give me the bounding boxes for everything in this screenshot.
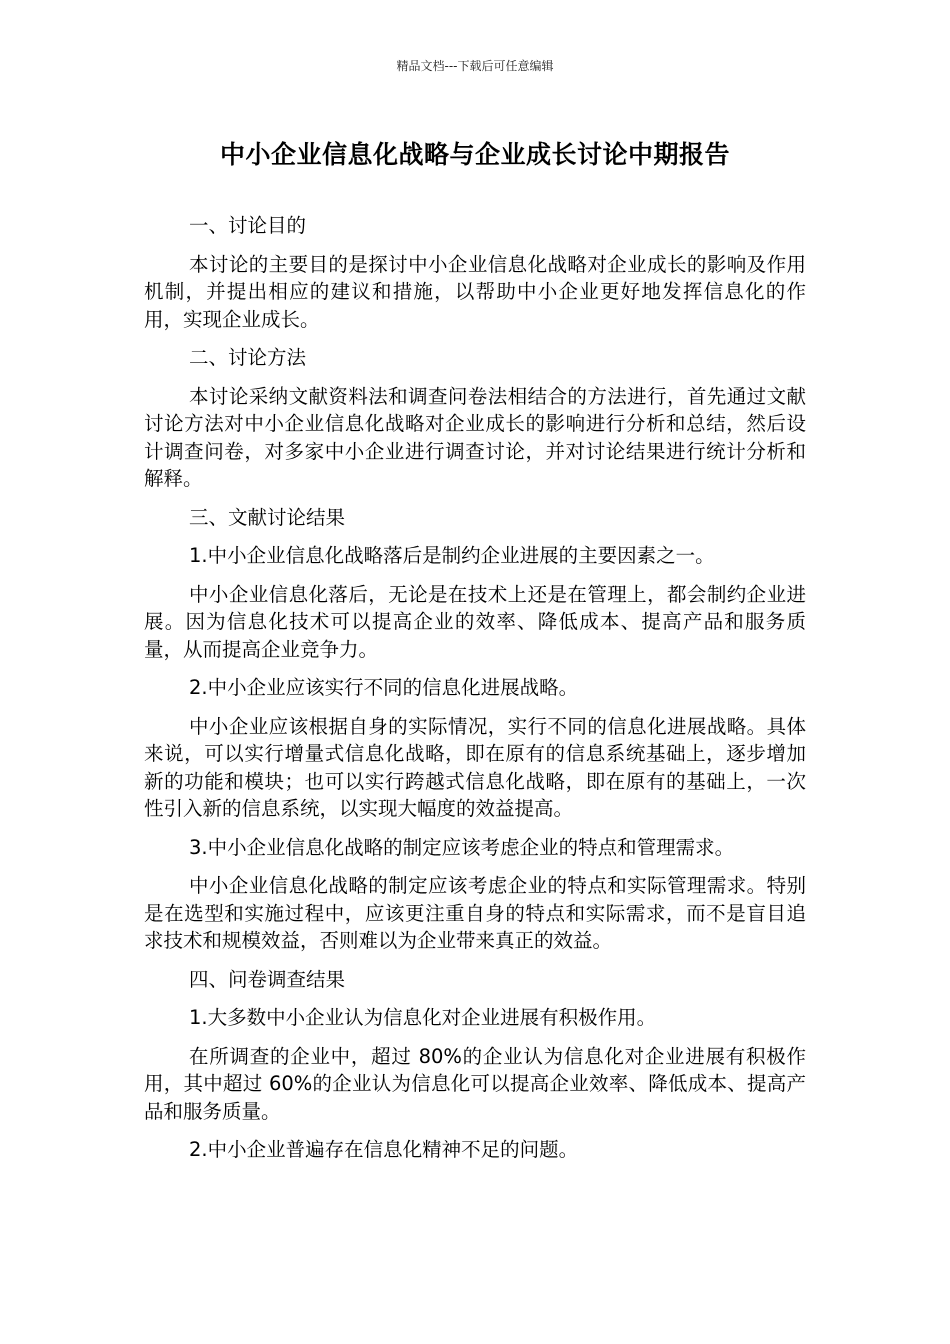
paragraph-method: 本讨论采纳文献资料法和调查问卷法相结合的方法进行，首先通过文献讨论方法对中小企业信息化战略对企业成长的影响进行分析和总结，然后设计调查问卷，对多家中小企业进行调查讨论，并对讨论结果进行统计分析和解释。 [144, 384, 806, 490]
section-heading-purpose: 一、讨论目的 [189, 214, 307, 237]
section-heading-method: 二、讨论方法 [189, 346, 307, 369]
finding-paragraph-2: 中小企业应该根据自身的实际情况，实行不同的信息化进展战略。具体来说，可以实行增量式信息化战略，即在原有的信息系统基础上，逐步增加新的功能和模块；也可以实行跨越式信息化战略，即在原有的基础上，一次性引入新的信息系统，以实现大幅度的效益提高。 [144, 714, 806, 820]
paragraph-purpose: 本讨论的主要目的是探讨中小企业信息化战略对企业成长的影响及作用机制，并提出相应的建议和措施，以帮助中小企业更好地发挥信息化的作用，实现企业成长。 [144, 252, 806, 331]
finding-heading-2: 2.中小企业应该实行不同的信息化进展战略。 [189, 676, 579, 699]
section-heading-survey: 四、问卷调查结果 [189, 967, 346, 991]
finding-paragraph-1: 中小企业信息化落后，无论是在技术上还是在管理上，都会制约企业进展。因为信息化技术可以提高企业的效率、降低成本、提高产品和服务质量，从而提高企业竞争力。 [144, 582, 806, 661]
survey-paragraph-1: 在所调查的企业中，超过 80%的企业认为信息化对企业进展有积极作用，其中超过 60%的企业认为信息化可以提高企业效率、降低成本、提高产品和服务质量。 [144, 1044, 806, 1123]
survey-heading-2: 2.中小企业普遍存在信息化精神不足的问题。 [189, 1138, 579, 1161]
document-body [144, 212, 806, 1175]
header-note: 精品文档---下载后可任意编辑 [396, 59, 554, 73]
finding-heading-3: 3.中小企业信息化战略的制定应该考虑企业的特点和管理需求。 [189, 835, 735, 859]
finding-heading-1: 1.中小企业信息化战略落后是制约企业进展的主要因素之一。 [189, 544, 715, 567]
survey-heading-1: 1.大多数中小企业认为信息化对企业进展有积极作用。 [189, 1006, 657, 1029]
document-title: 中小企业信息化战略与企业成长讨论中期报告 [219, 140, 730, 169]
finding-paragraph-3: 中小企业信息化战略的制定应该考虑企业的特点和实际管理需求。特别是在选型和实施过程中，应该更注重自身的特点和实际需求，而不是盲目追求技术和规模效益，否则难以为企业带来真正的效益。 [144, 874, 806, 952]
section-heading-literature: 三、文献讨论结果 [189, 505, 346, 529]
